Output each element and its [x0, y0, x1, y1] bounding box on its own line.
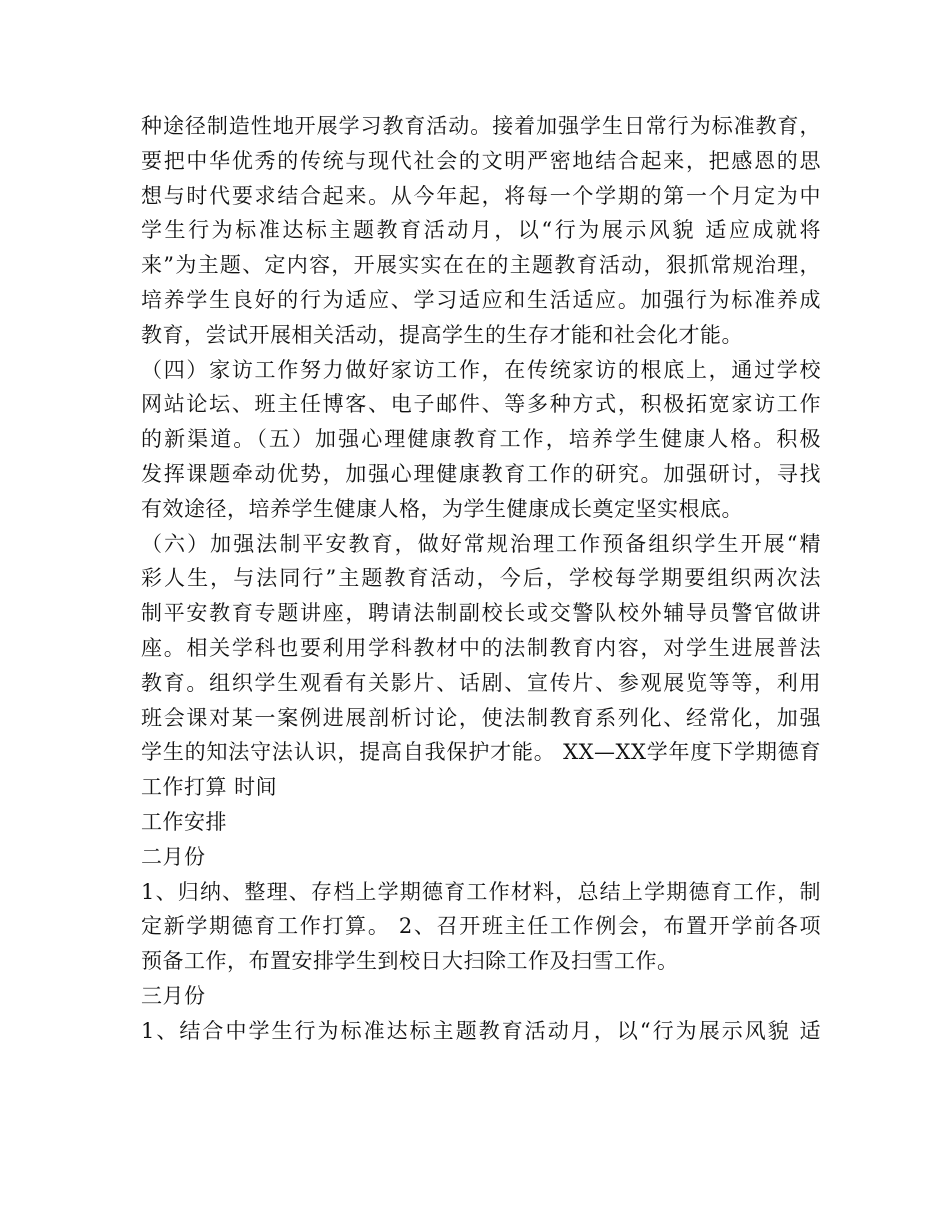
text-line: 种途径制造性地开展学习教育活动。接着加强学生日常行为标准教育， [141, 114, 821, 138]
text-line: 培养学生良好的行为适应、学习适应和生活适应。加强行为标准养成 [141, 287, 821, 312]
text-line: （六）加强法制平安教育，做好常规治理工作预备组织学生开展“精 [141, 531, 821, 556]
text-line: 工作安排 [141, 809, 227, 834]
text-line: 制平安教育专题讲座，聘请法制副校长或交警队校外辅导员警官做讲 [141, 601, 821, 626]
text-line: 教育，尝试开展相关活动，提高学生的生存才能和社会化才能。 [141, 322, 743, 347]
text-line: 学生行为标准达标主题教育活动月，以“行为展示风貌 适应成就将 [141, 218, 821, 243]
text-line: 定新学期德育工作打算。 2、召开班主任工作例会，布置开学前各项 [141, 914, 821, 939]
text-line: 二月份 [141, 844, 206, 869]
text-line: 班会课对某一案例进展剖析讨论，使法制教育系列化、经常化，加强 [141, 705, 821, 730]
text-line: 预备工作，布置安排学生到校日大扫除工作及扫雪工作。 [141, 949, 679, 974]
text-line: 网站论坛、班主任博客、电子邮件、等多种方式，积极拓宽家访工作 [141, 392, 821, 417]
text-line: 学生的知法守法认识，提高自我保护才能。 XX—XX学年度下学期德育 [141, 740, 821, 765]
text-line: 座。相关学科也要利用学科教材中的法制教育内容，对学生进展普法 [141, 635, 821, 660]
text-line: 要把中华优秀的传统与现代社会的文明严密地结合起来，把感恩的思 [141, 148, 821, 173]
text-line: 有效途径，培养学生健康人格，为学生健康成长奠定坚实根底。 [141, 496, 743, 521]
text-line: 教育。组织学生观看有关影片、话剧、宣传片、参观展览等等，利用 [141, 670, 821, 695]
text-line: 的新渠道。（五）加强心理健康教育工作，培养学生健康人格。积极 [141, 427, 821, 452]
text-line: 彩人生，与法同行”主题教育活动，今后，学校每学期要组织两次法 [141, 566, 821, 591]
document-body [141, 109, 821, 1049]
text-line: 1、归纳、整理、存档上学期德育工作材料，总结上学期德育工作，制 [141, 879, 821, 904]
text-line: 发挥课题牵动优势，加强心理健康教育工作的研究。加强研讨，寻找 [141, 461, 821, 486]
text-line: 想与时代要求结合起来。从今年起，将每一个学期的第一个月定为中 [141, 183, 821, 208]
text-line: 来”为主题、定内容，开展实实在在的主题教育活动，狠抓常规治理， [141, 253, 821, 278]
text-line: 三月份 [141, 983, 206, 1008]
text-line: 1、结合中学生行为标准达标主题教育活动月，以“行为展示风貌 适 [141, 1018, 821, 1043]
text-line: （四）家访工作努力做好家访工作，在传统家访的根底上，通过学校 [141, 357, 821, 382]
text-line: 工作打算 时间 [141, 775, 278, 800]
